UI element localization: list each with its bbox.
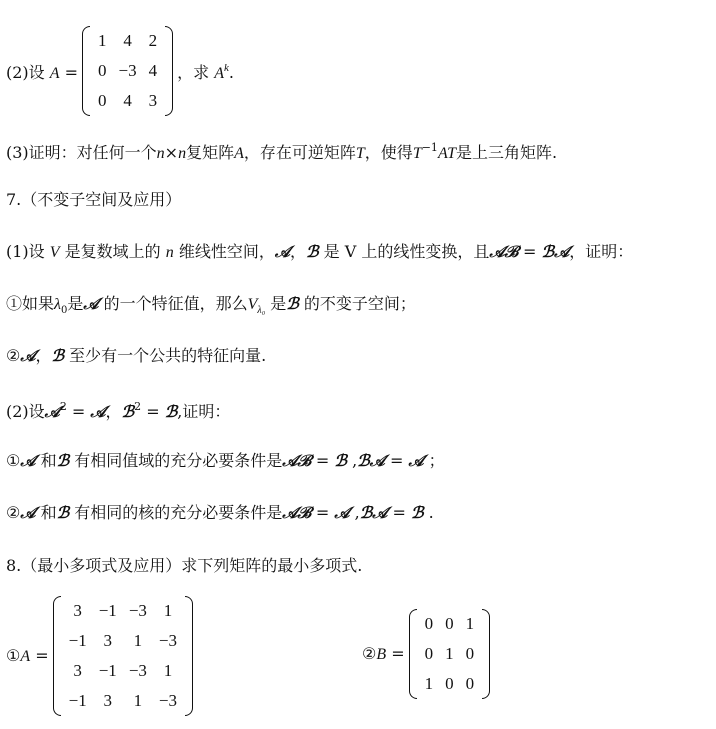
p72a-line xyxy=(6,453,445,470)
matrix-cell: 1 xyxy=(163,661,173,680)
q3-T: T xyxy=(355,145,365,162)
p72-a: (2)设 xyxy=(6,402,45,421)
p72a-a: ① xyxy=(6,451,21,470)
q3-n2: n xyxy=(178,145,187,162)
p71a-b: 是 xyxy=(67,294,84,313)
p72-exp1: 2 xyxy=(59,400,67,413)
q2-suffix-text: ，求 xyxy=(177,62,215,82)
p72b-r2: ℬ xyxy=(411,505,424,522)
p71-V: V xyxy=(49,244,60,261)
matrix-cell: −3 xyxy=(158,691,177,710)
m2-var: B xyxy=(376,646,387,663)
p72b-sA: 𝒜 xyxy=(20,505,36,522)
p71-e: 是 V 上的线性变换，且 xyxy=(318,242,490,261)
matrix-cell: 0 xyxy=(465,644,475,663)
matrix-row xyxy=(63,656,183,686)
p72a-sB: ℬ xyxy=(56,453,70,470)
matrix-cell: 0 xyxy=(445,674,454,693)
p72b-r1: 𝒜 xyxy=(334,505,350,522)
p72a-b: 和 xyxy=(35,451,57,470)
p71a-sB: ℬ xyxy=(286,296,299,313)
matrix-B-q8 xyxy=(409,609,491,699)
p71-n: n xyxy=(165,244,174,261)
matrix-cell: 1 xyxy=(163,601,173,620)
matrix-cell: −1 xyxy=(68,691,87,710)
left-paren xyxy=(53,596,61,716)
matrix-row xyxy=(92,86,163,116)
q3-Tinv: T xyxy=(412,145,422,162)
q3-e: 是上三角矩阵. xyxy=(456,143,558,162)
p71-d: ， xyxy=(289,242,306,261)
p71a-e: 的不变子空间； xyxy=(298,294,416,313)
p71a-V: V xyxy=(247,296,258,313)
p71b-b: ， xyxy=(35,346,52,365)
matrix-cell: 3 xyxy=(103,691,113,710)
p72a-end: ； xyxy=(423,451,445,470)
p72-sB: ℬ xyxy=(121,404,135,421)
matrix-row xyxy=(63,686,183,716)
p72a-AB: 𝒜ℬ xyxy=(282,453,311,470)
p72a-r2: 𝒜 xyxy=(408,453,424,470)
q3-b: 复矩阵 xyxy=(186,143,235,162)
p72a-eq2: = xyxy=(384,451,409,470)
matrix-row xyxy=(419,639,481,669)
p72b-AB: 𝒜ℬ xyxy=(282,505,311,522)
p71-a: (1)设 xyxy=(6,242,50,261)
section-8-title: 8.（最小多项式及应用）求下列矩阵的最小多项式. xyxy=(6,556,363,575)
matrix-cell: 1 xyxy=(465,614,475,633)
q2-Ak-exp: k xyxy=(224,61,229,74)
p72-line xyxy=(6,401,230,421)
p72b-c: 有相同的核的充分必要条件是 xyxy=(69,503,283,522)
p71b-line xyxy=(6,348,266,365)
m1-prefix: ① xyxy=(6,646,21,665)
p72a-c: 有相同值域的充分必要条件是 xyxy=(69,451,283,470)
q2-Ak: A xyxy=(214,64,225,82)
matrix-cell: 2 xyxy=(148,31,158,50)
matrix-cell: 1 xyxy=(424,674,434,693)
p71-AB: 𝒜ℬ xyxy=(489,244,518,261)
matrix-table xyxy=(419,609,481,699)
p72b-a: ② xyxy=(6,503,21,522)
m2-line xyxy=(362,609,490,699)
matrix-table xyxy=(63,596,183,716)
q2-eq: = xyxy=(59,62,79,82)
matrix-cell: −1 xyxy=(98,661,117,680)
matrix-cell: 0 xyxy=(424,614,434,633)
m1-eq: = xyxy=(30,646,49,665)
matrix-row xyxy=(419,609,481,639)
p71a-d: 是 xyxy=(265,294,287,313)
matrix-cell: 3 xyxy=(73,601,82,620)
p72-c: ， xyxy=(105,402,122,421)
left-paren xyxy=(409,609,417,699)
p72b-end: . xyxy=(423,503,434,522)
q3-A: A xyxy=(234,145,244,162)
q2-line xyxy=(6,26,234,116)
m1-lhs xyxy=(6,646,49,666)
p71b-c: 至少有一个公共的特征向量. xyxy=(64,346,267,365)
p72a-BA: ℬ𝒜 xyxy=(357,453,385,470)
p71-b: 是复数域上的 xyxy=(59,242,166,261)
m2-eq: = xyxy=(386,644,405,663)
matrix-cell: −3 xyxy=(128,601,147,620)
q2-lhs xyxy=(6,60,78,83)
q3-c: ，存在可逆矩阵 xyxy=(243,143,356,162)
p72-b: = xyxy=(66,402,91,421)
matrix-cell: 1 xyxy=(133,691,143,710)
left-paren xyxy=(82,26,90,116)
p71a-a: ①如果 xyxy=(6,294,55,313)
p72a-r1: ℬ xyxy=(334,453,347,470)
p72b-b: 和 xyxy=(35,503,57,522)
matrix-row xyxy=(92,56,163,86)
q3-AT: AT xyxy=(437,145,457,162)
p72-e: ,证明： xyxy=(177,402,231,421)
m2-lhs xyxy=(362,644,405,664)
p71b-sB: ℬ xyxy=(51,348,65,365)
section-7-title: 7.（不变子空间及应用） xyxy=(6,190,182,209)
p72a-sA: 𝒜 xyxy=(20,453,36,470)
m1-var: A xyxy=(20,648,31,665)
q2-var: A xyxy=(49,64,60,82)
p71a-sA: 𝒜 xyxy=(83,296,99,313)
matrix-row xyxy=(63,596,183,626)
m1-line xyxy=(6,596,193,716)
q3-times: × xyxy=(164,143,179,162)
p72-sA2: 𝒜 xyxy=(90,404,106,421)
p72-sA: 𝒜 xyxy=(44,404,60,421)
p72-sB2: ℬ xyxy=(164,404,178,421)
matrix-cell: 4 xyxy=(123,91,132,110)
matrix-cell: −3 xyxy=(158,631,177,650)
matrix-A-q8 xyxy=(53,596,193,716)
p72-d: = xyxy=(141,402,165,421)
matrix-cell: 0 xyxy=(445,614,454,633)
q3-line xyxy=(6,142,557,162)
p71b-a: ② xyxy=(6,346,21,365)
matrix-cell: 1 xyxy=(133,631,143,650)
right-paren xyxy=(185,596,193,716)
matrix-cell: −1 xyxy=(98,601,117,620)
p71-BA: ℬ𝒜 xyxy=(541,244,570,261)
matrix-cell: −1 xyxy=(68,631,87,650)
matrix-cell: −3 xyxy=(118,61,137,80)
p72a-sep: , xyxy=(346,451,358,470)
matrix-cell: 0 xyxy=(424,644,434,663)
matrix-row xyxy=(63,626,183,656)
matrix-cell: 0 xyxy=(98,61,107,80)
q2-prefix: (2)设 xyxy=(6,62,50,82)
matrix-cell: 3 xyxy=(148,91,158,110)
matrix-cell: 1 xyxy=(98,31,107,50)
p71a-line xyxy=(6,296,416,316)
p72b-sep: , xyxy=(349,503,360,522)
q3-n1: n xyxy=(156,145,165,162)
matrix-cell: 4 xyxy=(123,31,132,50)
p72a-eq1: = xyxy=(310,451,335,470)
matrix-cell: 0 xyxy=(465,674,475,693)
p72b-sB: ℬ xyxy=(56,505,70,522)
matrix-cell: 0 xyxy=(98,91,107,110)
p71-sB: ℬ xyxy=(305,244,319,261)
q2-period: . xyxy=(228,62,234,82)
q2-suffix xyxy=(177,60,234,83)
matrix-cell: 1 xyxy=(445,644,454,663)
right-paren xyxy=(165,26,173,116)
matrix-cell: 4 xyxy=(148,61,158,80)
p71a-lambda-sub: 0 xyxy=(60,305,68,316)
matrix-row xyxy=(92,26,163,56)
p72b-eq1: = xyxy=(310,503,335,522)
q3-a: (3)证明：对任何一个 xyxy=(6,143,157,162)
p72b-BA: ℬ𝒜 xyxy=(359,505,388,522)
p71-line xyxy=(6,244,633,261)
p72b-eq2: = xyxy=(387,503,412,522)
p72b-line xyxy=(6,505,434,522)
p71-f: ，证明： xyxy=(569,242,634,261)
p71a-V-sub: λ₀ xyxy=(257,305,266,316)
p72-exp2: 2 xyxy=(134,400,142,413)
matrix-row xyxy=(419,669,481,699)
matrix-A-q2 xyxy=(82,26,173,116)
p71-c: 维线性空间， xyxy=(173,242,275,261)
p71-sA: 𝒜 xyxy=(274,244,290,261)
p71a-lambda: λ xyxy=(54,296,61,313)
m2-prefix: ② xyxy=(362,644,377,663)
right-paren xyxy=(482,609,490,699)
q3-inv-exp: −1 xyxy=(421,141,438,154)
matrix-cell: −3 xyxy=(128,661,147,680)
matrix-table xyxy=(92,26,163,116)
p71b-sA: 𝒜 xyxy=(20,348,36,365)
q3-d: ，使得 xyxy=(364,143,413,162)
matrix-cell: 3 xyxy=(103,631,113,650)
p71a-c: 的一个特征值，那么 xyxy=(98,294,248,313)
p71-eq: = xyxy=(517,242,542,261)
matrix-cell: 3 xyxy=(73,661,82,680)
